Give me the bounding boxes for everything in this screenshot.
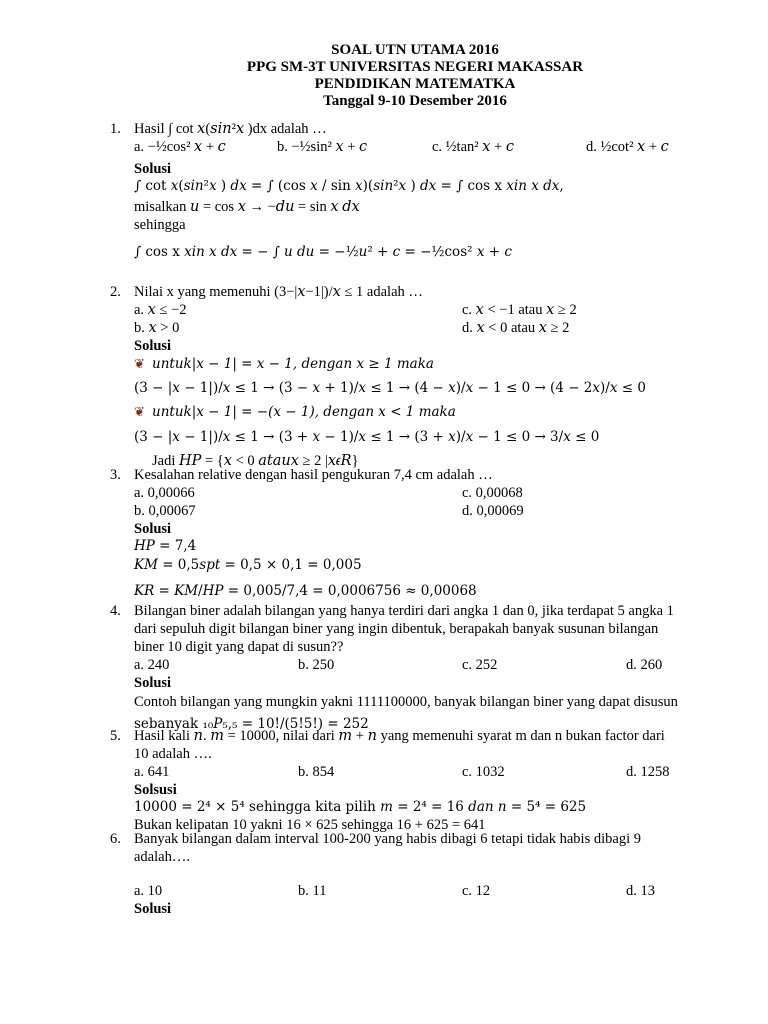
question-3 bbox=[110, 466, 720, 606]
option-c: c. ½tan² 𝑥 + 𝑐 bbox=[432, 139, 514, 156]
leaf-bullet-icon: ❦ bbox=[134, 404, 145, 420]
question-1 bbox=[110, 120, 720, 269]
question-number: 5. bbox=[110, 728, 121, 744]
question-number: 3. bbox=[110, 467, 121, 483]
solution-heading: Solsusi bbox=[134, 782, 177, 799]
option-b: b. 250 bbox=[298, 657, 335, 674]
option-d: d. 1258 bbox=[626, 764, 670, 781]
question-text: Banyak bilangan dalam interval 100-200 yang habis dibagi 6 tetapi tidak habis dibagi 9 bbox=[134, 831, 641, 847]
option-c: c. 12 bbox=[462, 883, 491, 900]
solution-heading: Solusi bbox=[134, 901, 172, 918]
solution-heading: Solusi bbox=[134, 521, 172, 538]
solution-step: sebanyak ₁₀𝑃₅,₅ = 10!/(5!5!) = 252 bbox=[134, 715, 369, 732]
option-c: c. 0,00068 bbox=[462, 485, 523, 502]
option-b: b. −½sin² 𝑥 + 𝑐 bbox=[277, 139, 368, 156]
question-2 bbox=[110, 283, 720, 470]
option-d: d. 260 bbox=[626, 657, 663, 674]
question-text: Kesalahan relative dengan hasil pengukuran 7,4 cm adalah … bbox=[134, 467, 493, 483]
option-b: b. 854 bbox=[298, 764, 335, 781]
option-c: c. 1032 bbox=[462, 764, 505, 781]
solution-heading: Solusi bbox=[134, 675, 172, 692]
solution-step: 10000 = 2⁴ × 5⁴ sehingga kita pilih 𝑚 = 2⁴ = 16 𝑑𝑎𝑛 𝑛 = 5⁴ = 625 bbox=[134, 799, 587, 816]
document-header bbox=[0, 42, 768, 110]
solution-case: 𝑢𝑛𝑡𝑢𝑘|𝑥 − 1| = −(𝑥 − 1), 𝑑𝑒𝑛𝑔𝑎𝑛 𝑥 < 1 maka bbox=[152, 404, 456, 421]
option-c: c. 𝑥 < −1 atau 𝑥 ≥ 2 bbox=[462, 302, 577, 319]
solution-heading: Solusi bbox=[134, 338, 172, 355]
option-c: c. 252 bbox=[462, 657, 498, 674]
solution-case: 𝑢𝑛𝑡𝑢𝑘|𝑥 − 1| = 𝑥 − 1, 𝑑𝑒𝑛𝑔𝑎𝑛 𝑥 ≥ 1 maka bbox=[152, 356, 434, 373]
solution-step: ∫ cos x 𝑥𝑖𝑛 𝑥 𝑑𝑥 = − ∫ 𝑢 𝑑𝑢 = −½𝑢² + 𝑐 = −½cos² 𝑥 + 𝑐 bbox=[134, 243, 512, 260]
question-number: 1. bbox=[110, 121, 121, 137]
header-title: SOAL UTN UTAMA 2016 bbox=[331, 42, 499, 58]
solution-step: 𝐻𝑃 = 7,4 bbox=[134, 538, 197, 555]
option-d: d. 𝑥 < 0 atau 𝑥 ≥ 2 bbox=[462, 320, 570, 337]
option-b: b. 𝑥 > 0 bbox=[134, 320, 180, 337]
option-a: a. 240 bbox=[134, 657, 170, 674]
option-b: b. 11 bbox=[298, 883, 327, 900]
leaf-bullet-icon: ❦ bbox=[134, 356, 145, 372]
question-text: Hasil ∫ cot 𝑥(𝑠𝑖𝑛²𝑥 )dx adalah … bbox=[134, 121, 327, 137]
option-d: d. ½cot² 𝑥 + 𝑐 bbox=[586, 139, 669, 156]
option-d: d. 0,00069 bbox=[462, 503, 524, 520]
option-a: a. 0,00066 bbox=[134, 485, 195, 502]
solution-step: sehingga bbox=[134, 217, 186, 234]
question-text: biner 10 digit yang dapat di susun?? bbox=[134, 639, 344, 656]
solution-step: (3 − |𝑥 − 1|)/𝑥 ≤ 1 → (3 + 𝑥 − 1)/𝑥 ≤ 1 → (3 + 𝑥)/𝑥 − 1 ≤ 0 → 3/𝑥 ≤ 0 bbox=[134, 428, 600, 445]
solution-step: 𝐾𝑅 = 𝐾𝑀/𝐻𝑃 = 0,005/7,4 = 0,0006756 ≈ 0,00068 bbox=[134, 583, 477, 600]
solution-step: (3 − |𝑥 − 1|)/𝑥 ≤ 1 → (3 − 𝑥 + 1)/𝑥 ≤ 1 → (4 − 𝑥)/𝑥 − 1 ≤ 0 → (4 − 2𝑥)/𝑥 ≤ 0 bbox=[134, 380, 646, 397]
option-a: a. −½cos² 𝑥 + 𝑐 bbox=[134, 139, 226, 156]
solution-heading: Solusi bbox=[134, 161, 172, 178]
header-date: Tanggal 9-10 Desember 2016 bbox=[323, 93, 507, 109]
question-text: Hasil kali 𝑛. 𝑚 = 10000, nilai dari 𝑚 + 𝑛 yang memenuhi syarat m dan n bukan factor dari bbox=[134, 728, 665, 744]
option-b: b. 0,00067 bbox=[134, 503, 196, 520]
header-institution: PPG SM-3T UNIVERSITAS NEGERI MAKASSAR bbox=[246, 59, 584, 75]
question-text: dari sepuluh digit bilangan biner yang ingin dibentuk, berapakah banyak susunan bilangan bbox=[134, 621, 659, 638]
option-a: a. 641 bbox=[134, 764, 170, 781]
question-number: 6. bbox=[110, 831, 121, 847]
option-d: d. 13 bbox=[626, 883, 655, 900]
question-text: Nilai x yang memenuhi (3−|𝑥−1|)/𝑥 ≤ 1 adalah … bbox=[134, 284, 423, 300]
question-6 bbox=[110, 830, 720, 918]
solution-conclusion: Jadi 𝐻𝑃 = {𝑥 < 0 𝑎𝑡𝑎𝑢𝑥 ≥ 2 |𝑥𝜖𝑅} bbox=[152, 452, 359, 469]
question-number: 4. bbox=[110, 603, 121, 619]
question-text: 10 adalah …. bbox=[134, 746, 212, 763]
option-a: a. 𝑥 ≤ −2 bbox=[134, 302, 187, 319]
solution-step: misalkan 𝑢 = cos 𝑥 → −𝑑𝑢 = sin 𝑥 𝑑𝑥 bbox=[134, 199, 360, 216]
question-text: Bilangan biner adalah bilangan yang hanya terdiri dari angka 1 dan 0, jika terdapat 5 angka 1 bbox=[134, 603, 674, 619]
header-program: PENDIDIKAN MATEMATKA bbox=[314, 76, 516, 92]
question-number: 2. bbox=[110, 284, 121, 300]
solution-step: Contoh bilangan yang mungkin yakni 1111100000, banyak bilangan biner yang dapat disusun bbox=[134, 693, 678, 710]
option-a: a. 10 bbox=[134, 883, 163, 900]
solution-step: Bukan kelipatan 10 yakni 16 × 625 sehingga 16 + 625 = 641 bbox=[134, 817, 486, 834]
question-text: adalah…. bbox=[134, 849, 190, 866]
solution-step: 𝐾𝑀 = 0,5𝑠𝑝𝑡 = 0,5 × 0,1 = 0,005 bbox=[134, 557, 362, 574]
question-4 bbox=[110, 602, 720, 737]
question-5 bbox=[110, 727, 720, 834]
solution-step: ∫ cot 𝑥(𝑠𝑖𝑛²𝑥 ) 𝑑𝑥 = ∫ (cos 𝑥 / sin 𝑥)(𝑠𝑖𝑛²𝑥 ) 𝑑𝑥 = ∫ cos x 𝑥𝑖𝑛 𝑥 𝑑𝑥, bbox=[134, 178, 564, 195]
